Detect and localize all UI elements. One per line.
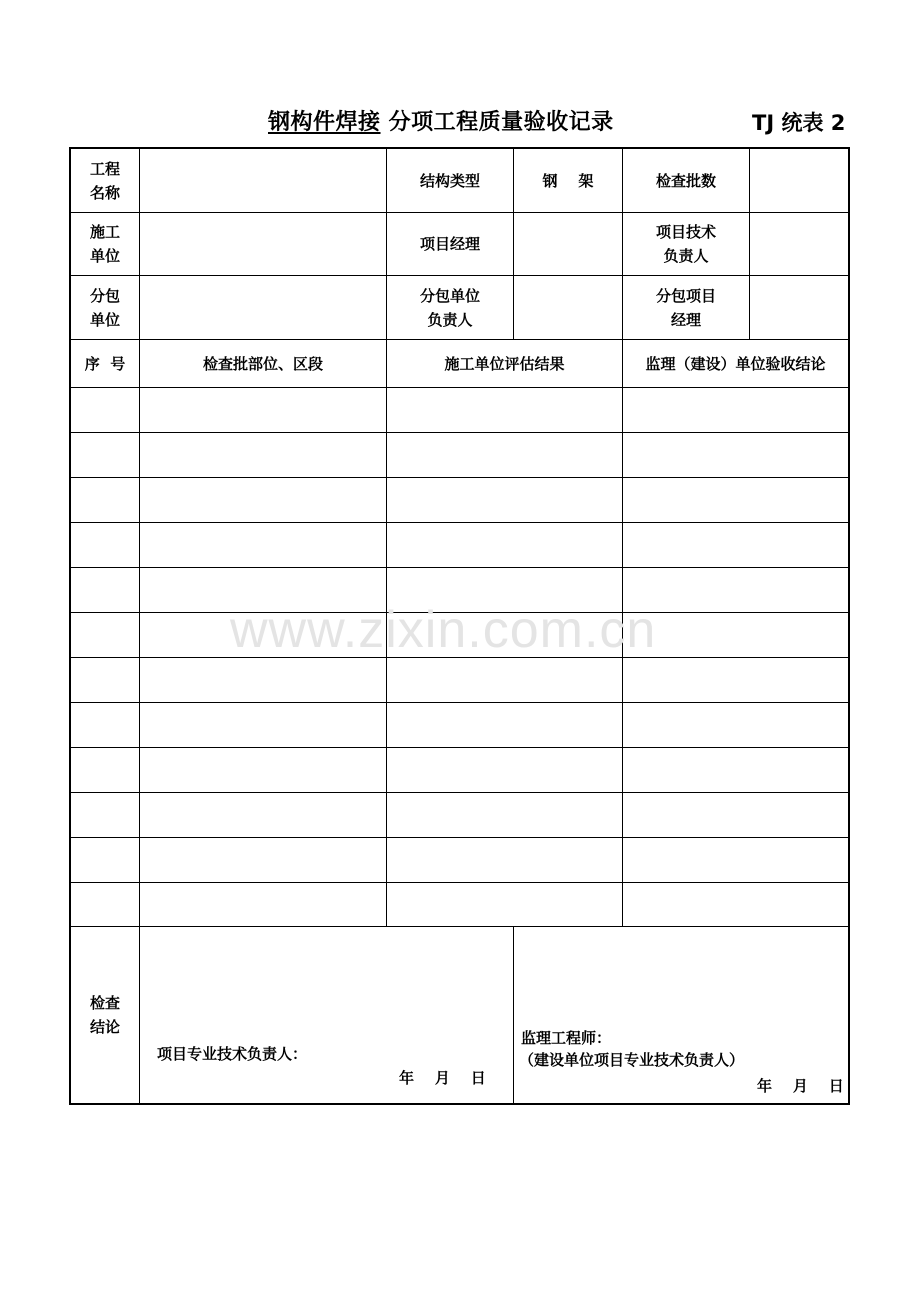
left-date: 年 月 日 xyxy=(399,1069,486,1087)
project-name-label: 工程 名称 xyxy=(89,159,120,202)
subcontract-head-value[interactable] xyxy=(514,276,622,339)
document-title xyxy=(268,105,614,136)
conclusion-label: 检查 结论 xyxy=(89,994,120,1036)
title-underlined: 钢构件焊接 xyxy=(268,110,381,135)
right-signer-label: 监理工程师： xyxy=(521,1029,612,1047)
tech-lead-label: 项目技术 负责人 xyxy=(655,223,716,265)
form-code: TJ 统表 2 xyxy=(752,111,846,135)
subcontract-head-label: 分包单位 负责人 xyxy=(419,286,480,329)
subcontract-manager-value[interactable] xyxy=(750,276,848,339)
subcontract-unit-value[interactable] xyxy=(140,276,386,339)
right-signer-note: （建设单位项目专业技术负责人） xyxy=(519,1051,745,1069)
structure-type-value: 钢 架 xyxy=(542,171,594,190)
subcontract-manager-label: 分包项目 经理 xyxy=(655,286,716,329)
right-date: 年 月 日 xyxy=(757,1077,844,1095)
batch-count-label: 检查批数 xyxy=(655,171,716,190)
title-rest: 分项工程质量验收记录 xyxy=(380,110,614,135)
project-manager-label: 项目经理 xyxy=(419,235,480,253)
batch-count-value[interactable] xyxy=(750,149,848,212)
construction-unit-label: 施工 单位 xyxy=(89,223,120,265)
column-header-seq: 序 号 xyxy=(84,354,126,373)
column-header-location: 检查批部位、区段 xyxy=(202,354,323,373)
structure-type-label: 结构类型 xyxy=(419,171,480,190)
subcontract-unit-label: 分包 单位 xyxy=(89,286,120,329)
column-header-conclusion: 监理（建设）单位验收结论 xyxy=(645,354,826,373)
project-name-value[interactable] xyxy=(140,149,386,212)
left-signer-label: 项目专业技术负责人： xyxy=(157,1045,308,1063)
column-header-evaluation: 施工单位评估结果 xyxy=(444,354,565,373)
watermark: www.zixin.com.cn xyxy=(230,601,657,659)
inspection-table xyxy=(69,147,850,1105)
project-manager-value[interactable] xyxy=(514,213,622,275)
tech-lead-value[interactable] xyxy=(750,213,848,275)
construction-unit-value[interactable] xyxy=(140,213,386,275)
